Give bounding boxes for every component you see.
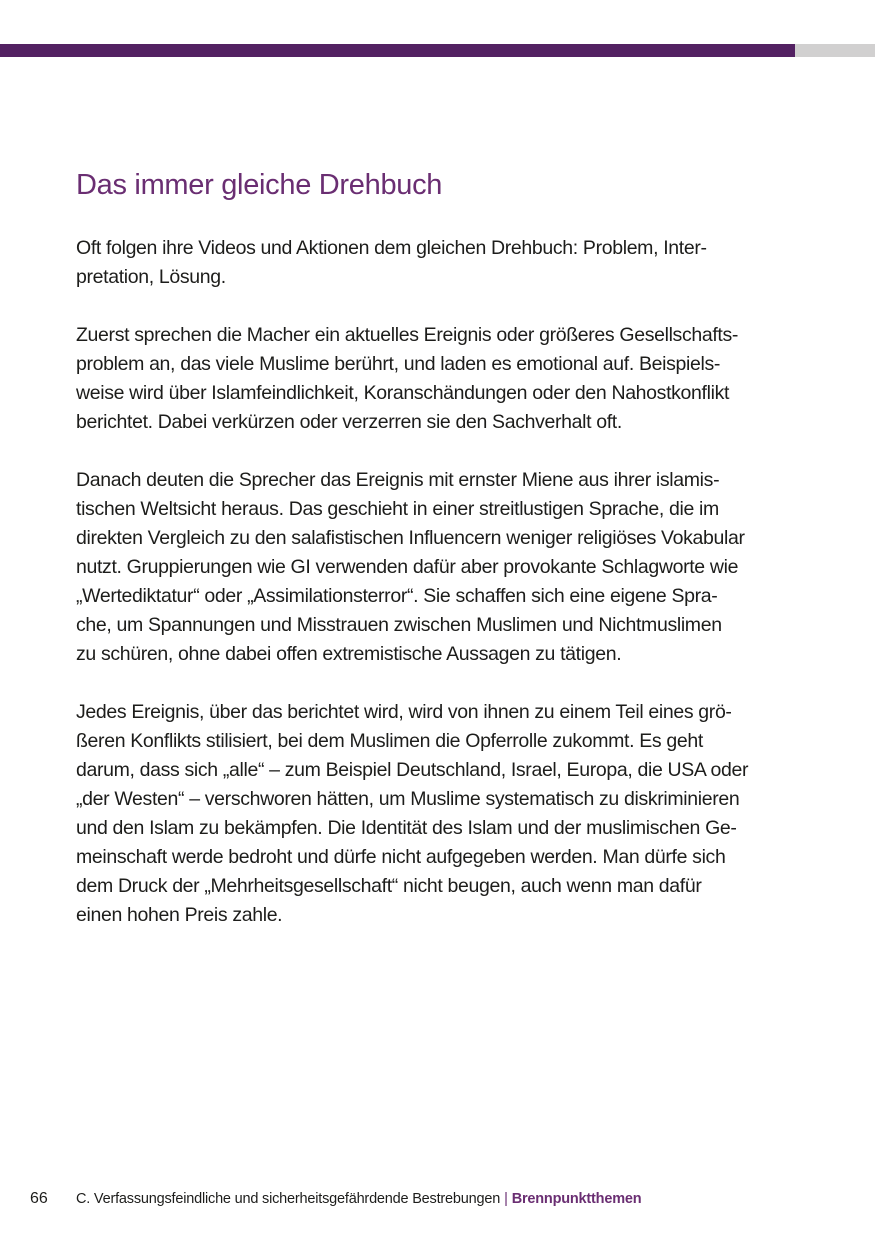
text-line: „Wertediktatur“ oder „Assimilationsterror“. Sie schaffen sich eine eigene Spra-	[76, 585, 718, 607]
text-line: pretation, Lösung.	[76, 266, 226, 288]
page-footer	[0, 1190, 875, 1214]
text-line: und den Islam zu bekämpfen. Die Identität des Islam und der muslimischen Ge-	[76, 817, 737, 839]
text-line: „der Westen“ – verschworen hätten, um Muslime systematisch zu diskriminieren	[76, 788, 740, 810]
main-content	[76, 166, 816, 930]
text-line: problem an, das viele Muslime berührt, und laden es emotional auf. Beispiels-	[76, 353, 720, 375]
text-line: einen hohen Preis zahle.	[76, 904, 283, 926]
footer-breadcrumb	[76, 1191, 641, 1207]
text-line: Danach deuten die Sprecher das Ereignis mit ernster Miene aus ihrer islamis-	[76, 469, 720, 491]
paragraph-3	[76, 466, 816, 669]
text-line: direkten Vergleich zu den salafistischen Influencern weniger religiöses Vokabular	[76, 527, 745, 549]
text-line: meinschaft werde bedroht und dürfe nicht aufgegeben werden. Man dürfe sich	[76, 846, 726, 868]
text-line: zu schüren, ohne dabei offen extremistische Aussagen zu tätigen.	[76, 643, 622, 665]
text-line: dem Druck der „Mehrheitsgesellschaft“ nicht beugen, auch wenn man dafür	[76, 875, 702, 897]
header-accent-bar-secondary	[795, 44, 875, 57]
header-accent-bar	[0, 44, 795, 57]
text-line: nutzt. Gruppierungen wie GI verwenden dafür aber provokante Schlagworte wie	[76, 556, 739, 578]
text-line: Oft folgen ihre Videos und Aktionen dem gleichen Drehbuch: Problem, Inter-	[76, 237, 707, 259]
text-line: ßeren Konflikts stilisiert, bei dem Muslimen die Opferrolle zukommt. Es geht	[76, 730, 703, 752]
paragraph-2	[76, 321, 816, 437]
text-line: darum, dass sich „alle“ – zum Beispiel Deutschland, Israel, Europa, die USA oder	[76, 759, 749, 781]
footer-chapter-label: C. Verfassungsfeindliche und sicherheitsgefährdende Bestrebungen	[76, 1191, 501, 1207]
text-line: Zuerst sprechen die Macher ein aktuelles Ereignis oder größeres Gesellschafts-	[76, 324, 739, 346]
text-line: weise wird über Islamfeindlichkeit, Koranschändungen oder den Nahostkonflikt	[76, 382, 730, 404]
page-number: 66	[30, 1190, 48, 1207]
paragraph-1	[76, 234, 816, 292]
text-line: berichtet. Dabei verkürzen oder verzerren sie den Sachverhalt oft.	[76, 411, 622, 433]
paragraph-4	[76, 698, 816, 930]
text-line: tischen Weltsicht heraus. Das geschieht in einer streitlustigen Sprache, die im	[76, 498, 719, 520]
text-line: che, um Spannungen und Misstrauen zwischen Muslimen und Nichtmuslimen	[76, 614, 722, 636]
page-title: Das immer gleiche Drehbuch	[76, 169, 443, 201]
footer-separator: |	[504, 1191, 508, 1207]
footer-section-label: Brennpunktthemen	[511, 1191, 642, 1207]
text-line: Jedes Ereignis, über das berichtet wird, wird von ihnen zu einem Teil eines grö-	[76, 701, 732, 723]
